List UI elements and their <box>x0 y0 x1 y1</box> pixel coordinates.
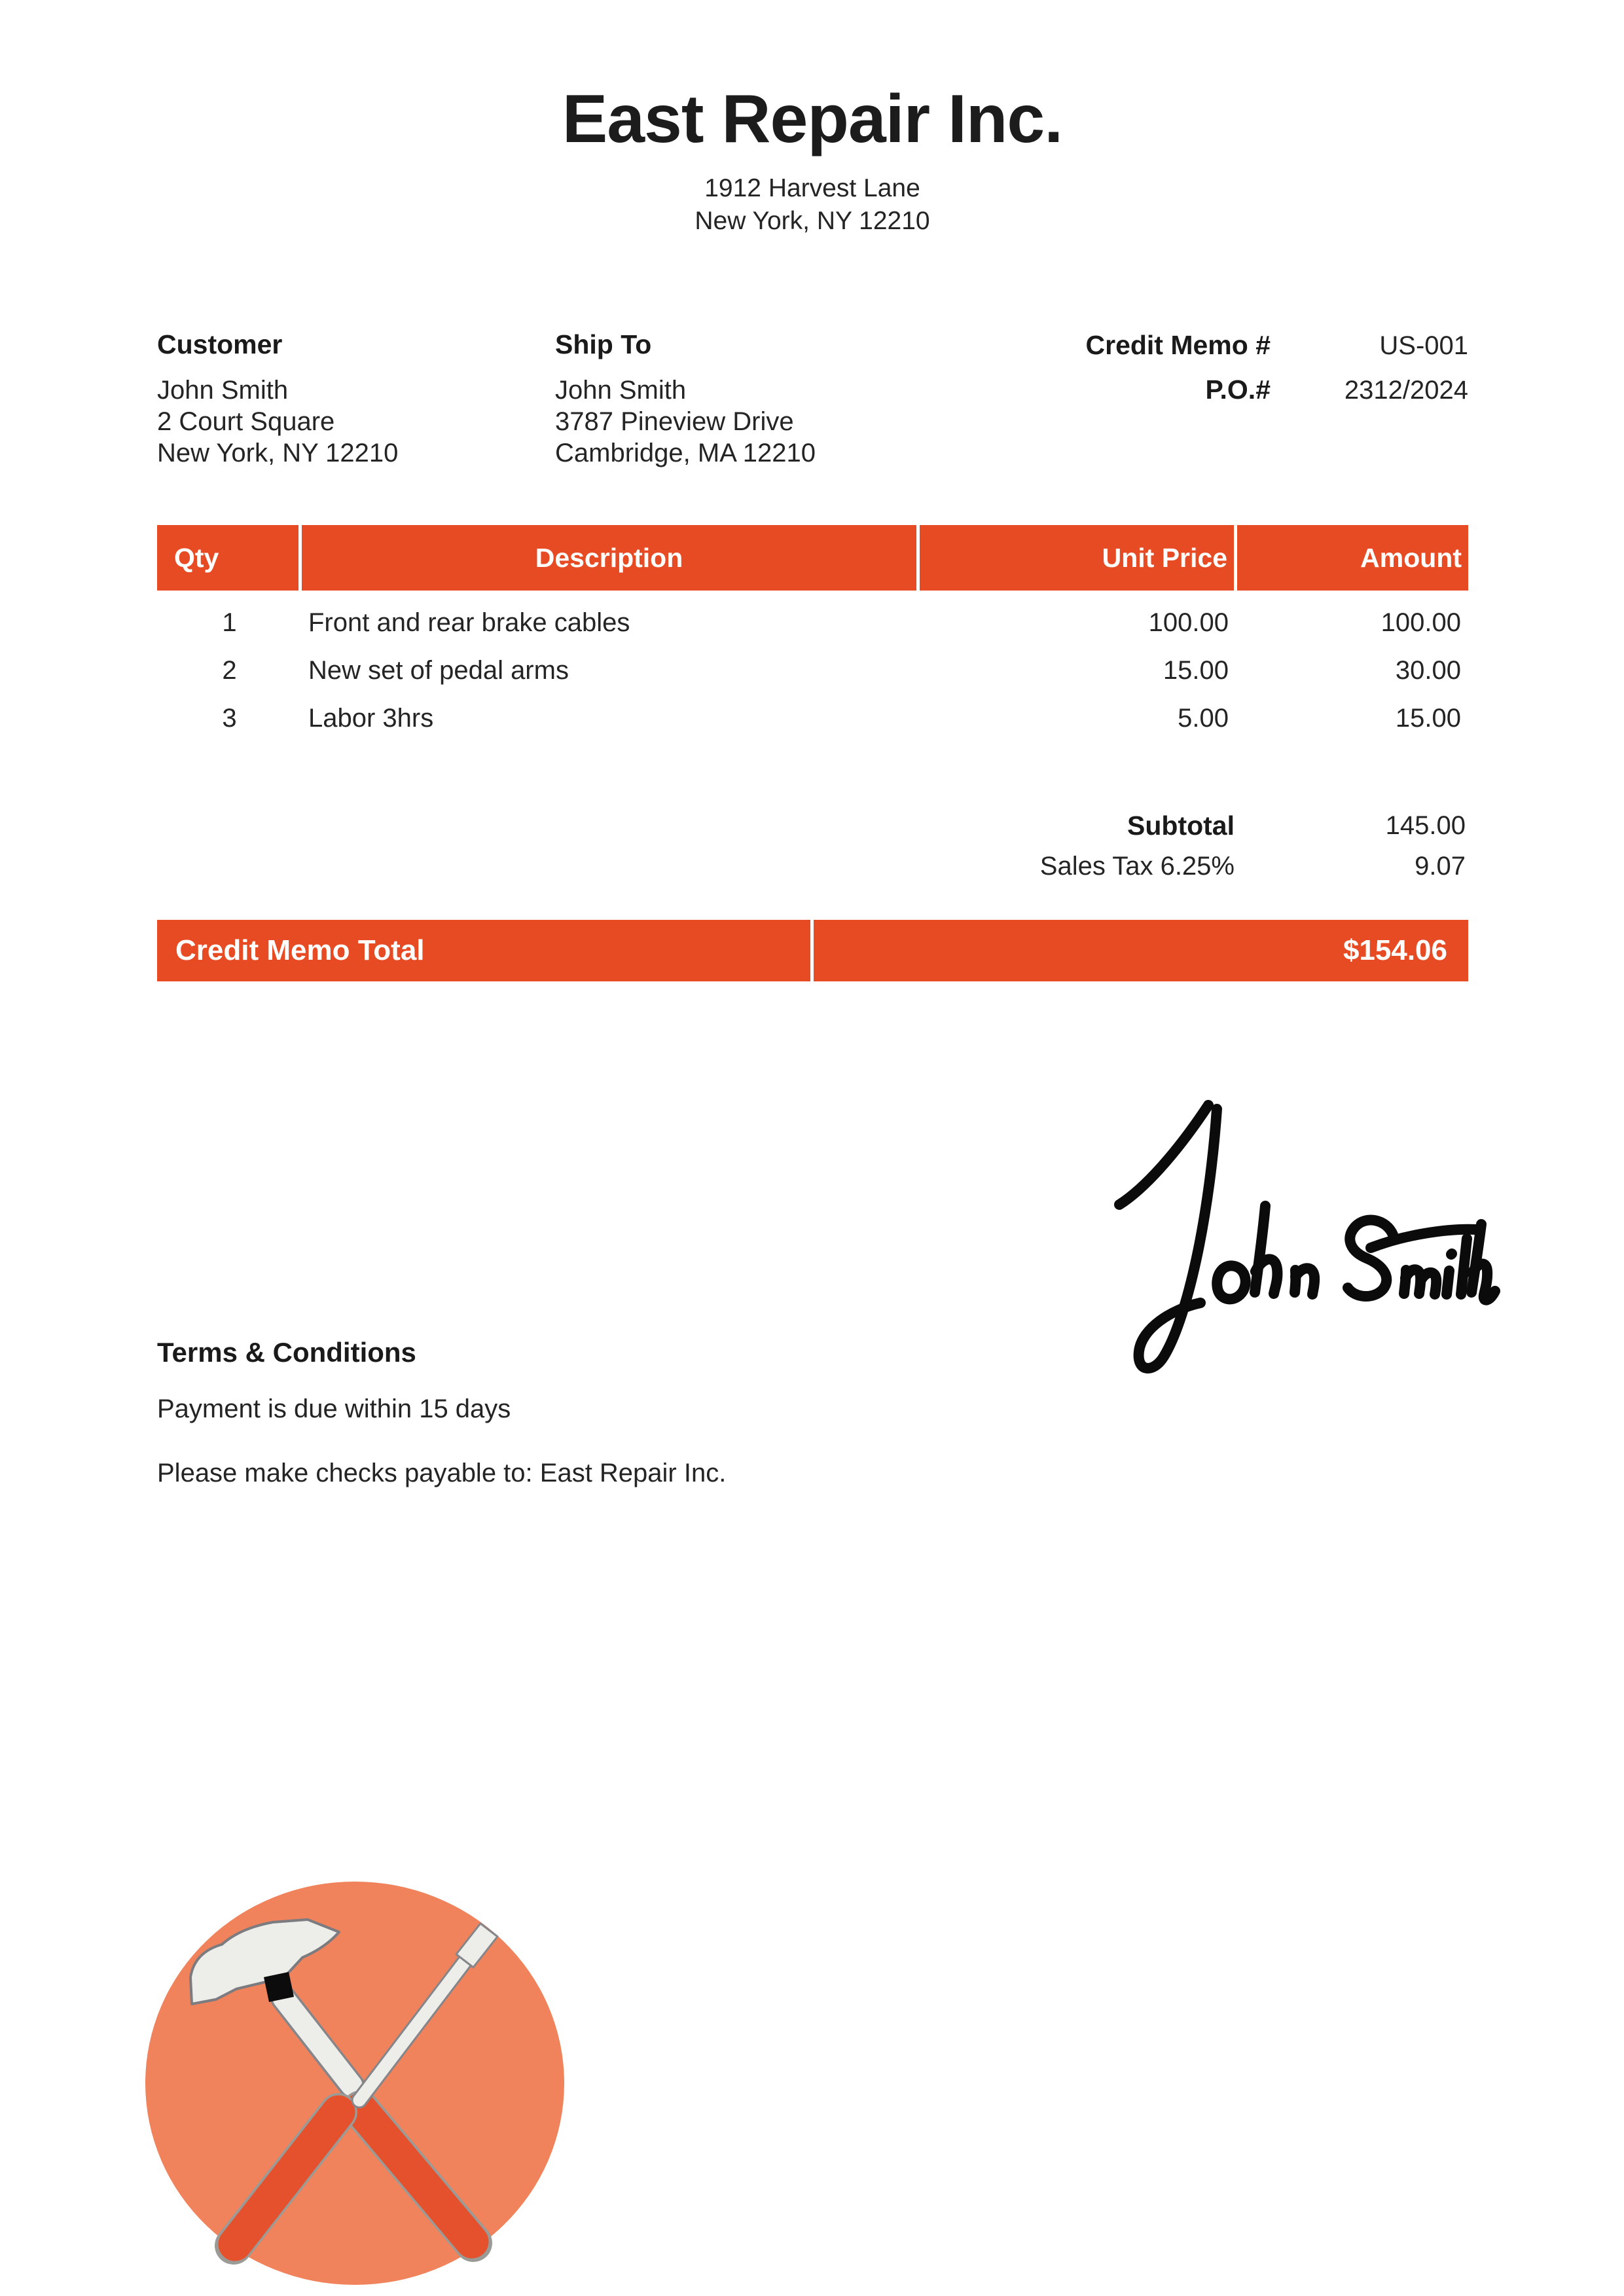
memo-meta-block <box>964 330 1468 419</box>
sales-tax-value: 9.07 <box>1415 851 1466 881</box>
totals-section <box>873 805 1468 886</box>
row-amount: 30.00 <box>1395 656 1461 685</box>
ship-to-name: John Smith <box>555 376 687 405</box>
row-description: Labor 3hrs <box>308 704 434 733</box>
header-unit-price: Unit Price <box>920 525 1234 591</box>
items-table-body <box>157 591 1468 742</box>
sales-tax-label: Sales Tax 6.25% <box>1039 851 1235 881</box>
terms-heading: Terms & Conditions <box>157 1337 416 1368</box>
credit-memo-total-bar <box>157 920 1468 981</box>
subtotal-row <box>873 805 1468 846</box>
ship-to-heading: Ship To <box>555 329 652 359</box>
total-bar-label: Credit Memo Total <box>157 920 810 981</box>
table-row <box>157 599 1468 647</box>
ship-to-city: Cambridge, MA 12210 <box>555 439 816 467</box>
customer-heading: Customer <box>157 329 283 359</box>
subtotal-label: Subtotal <box>1127 810 1235 841</box>
table-row <box>157 695 1468 742</box>
memo-number-label: Credit Memo # <box>1085 330 1271 360</box>
row-amount: 100.00 <box>1380 608 1461 637</box>
items-table-header <box>157 525 1468 591</box>
customer-city: New York, NY 12210 <box>157 439 399 467</box>
ship-to-block <box>555 329 816 469</box>
memo-number-row <box>964 330 1468 361</box>
po-number-row <box>964 374 1468 406</box>
po-number-label: P.O.# <box>1205 374 1271 405</box>
customer-name: John Smith <box>157 376 289 405</box>
signature <box>1110 1089 1496 1397</box>
ship-to-street: 3787 Pineview Drive <box>555 407 794 436</box>
terms-line-payment: Payment is due within 15 days <box>157 1394 511 1423</box>
terms-line-checks: Please make checks payable to: East Repair Inc. <box>157 1459 727 1487</box>
row-unit-price: 100.00 <box>1148 608 1229 637</box>
row-description: New set of pedal arms <box>308 656 569 685</box>
header-amount: Amount <box>1237 525 1468 591</box>
company-name: East Repair Inc. <box>562 81 1063 157</box>
header-description: Description <box>302 525 916 591</box>
company-address-line1: 1912 Harvest Lane <box>704 174 920 203</box>
row-unit-price: 15.00 <box>1163 656 1229 685</box>
hammer-and-screwdriver-icon <box>142 1879 568 2290</box>
header-qty: Qty <box>157 525 298 591</box>
company-address <box>156 172 1468 238</box>
sales-tax-row <box>873 846 1468 886</box>
subtotal-value: 145.00 <box>1385 811 1466 840</box>
company-header <box>156 81 1468 238</box>
row-qty: 3 <box>222 704 237 733</box>
customer-street: 2 Court Square <box>157 407 335 436</box>
row-qty: 1 <box>222 608 237 637</box>
items-table <box>157 525 1468 742</box>
company-address-line2: New York, NY 12210 <box>695 207 930 236</box>
table-row <box>157 647 1468 695</box>
row-qty: 2 <box>222 656 237 685</box>
memo-number-value: US-001 <box>1379 331 1468 360</box>
customer-block <box>157 329 398 469</box>
row-amount: 15.00 <box>1395 704 1461 733</box>
row-description: Front and rear brake cables <box>308 608 630 637</box>
row-unit-price: 5.00 <box>1178 704 1229 733</box>
total-bar-value: $154.06 <box>814 920 1468 981</box>
po-number-value: 2312/2024 <box>1344 376 1468 405</box>
